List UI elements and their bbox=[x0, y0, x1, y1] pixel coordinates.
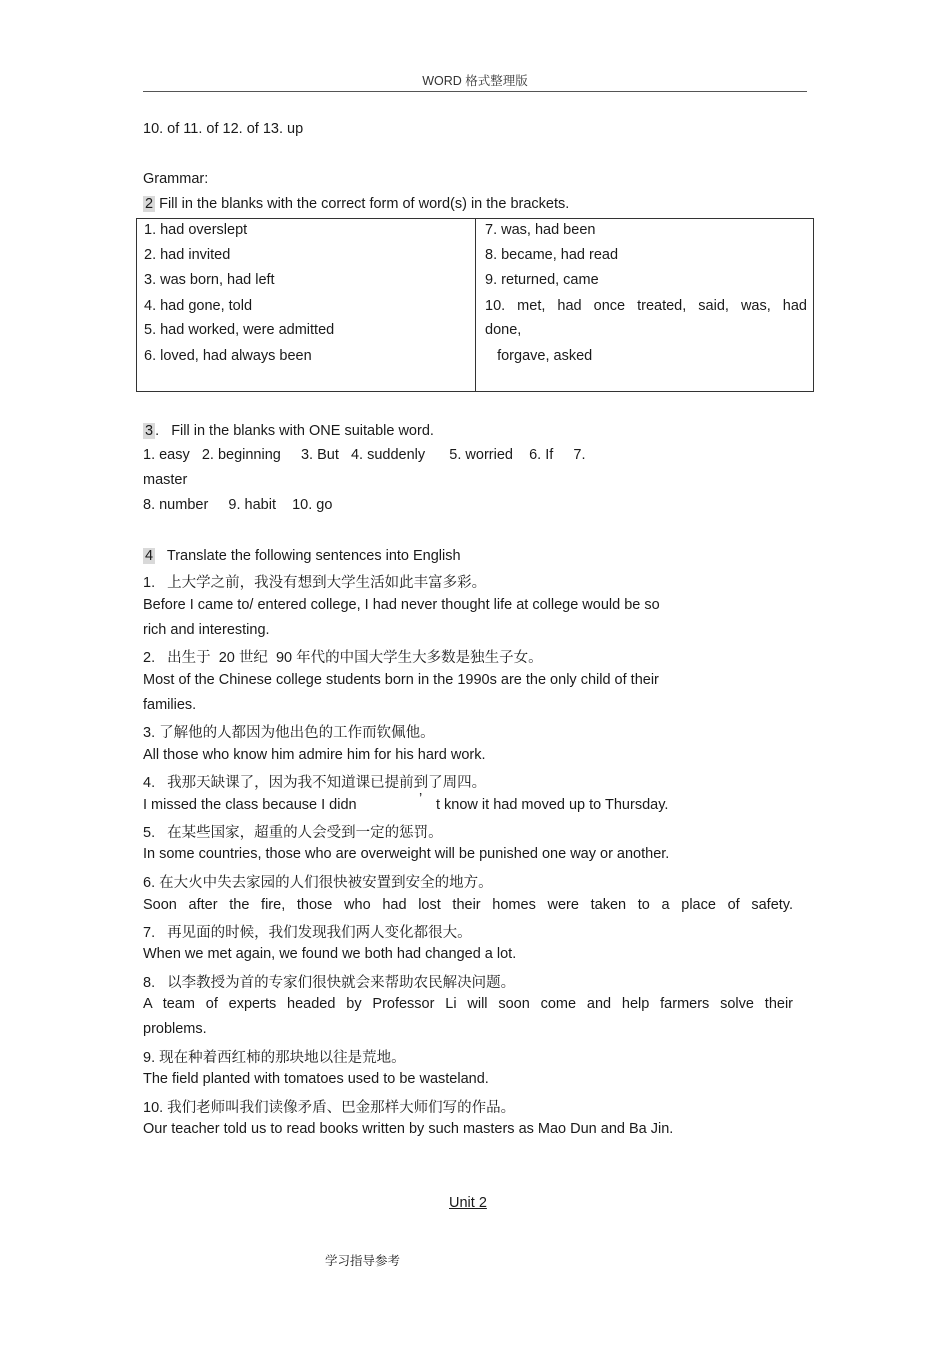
translation-chinese: 5. 在某些国家，超重的人会受到一定的惩罚。 bbox=[143, 825, 443, 841]
translation-english: rich and interesting. bbox=[143, 622, 270, 638]
vocab-answers: 10. of 11. of 12. of 13. up bbox=[143, 121, 304, 137]
translation-english: Our teacher told us to read books written by such masters as Mao Dun and Ba Jin. bbox=[143, 1121, 674, 1137]
translation-english: Most of the Chinese college students born in the 1990s are the only child of their bbox=[143, 672, 659, 688]
answer-item: 10. met, had once treated, said, was, had bbox=[485, 298, 807, 314]
section-4-instruction: Translate the following sentences into English bbox=[155, 548, 461, 564]
section-3-answers-line: master bbox=[143, 472, 188, 488]
answer-item: 6. loved, had always been bbox=[144, 348, 312, 364]
answer-item: 7. was, had been bbox=[485, 222, 596, 238]
translation-english: In some countries, those who are overweight will be punished one way or another. bbox=[143, 846, 670, 862]
translation-chinese: 4. 我那天缺课了，因为我不知道课已提前到了周四。 bbox=[143, 775, 487, 791]
section-2-instruction: Fill in the blanks with the correct form of word(s) in the brackets. bbox=[155, 196, 570, 212]
answer-item: 3. was born, had left bbox=[144, 272, 275, 288]
section-4-heading bbox=[143, 548, 461, 564]
section-2-heading bbox=[143, 196, 569, 212]
section-3-heading bbox=[143, 423, 434, 439]
translation-english: Soon after the fire, those who had lost their homes were taken to a place of safety. bbox=[143, 897, 793, 913]
answer-item: 5. had worked, were admitted bbox=[144, 322, 335, 338]
translation-chinese: 6. 在大火中失去家园的人们很快被安置到安全的地方。 bbox=[143, 875, 493, 891]
translation-english: I missed the class because I didn bbox=[143, 797, 357, 813]
grammar-answer-table bbox=[136, 218, 814, 392]
page-footer: 学习指导参考 bbox=[325, 1254, 401, 1268]
translation-chinese: 8. 以李教授为首的专家们很快就会来帮助农民解决问题。 bbox=[143, 975, 516, 991]
grammar-heading: Grammar: bbox=[143, 171, 209, 187]
section-3-number: 3 bbox=[145, 423, 154, 439]
translation-chinese: 1. 上大学之前，我没有想到大学生活如此丰富多彩。 bbox=[143, 575, 487, 591]
answer-table-right-column bbox=[476, 219, 814, 392]
unit-title: Unit 2 bbox=[449, 1195, 487, 1211]
section-3-answers-line: 8. number 9. habit 10. go bbox=[143, 497, 333, 513]
section-3-instruction: . Fill in the blanks with ONE suitable word. bbox=[155, 423, 434, 439]
header-divider bbox=[143, 91, 807, 92]
translation-chinese: 9. 现在种着西红柿的那块地以往是荒地。 bbox=[143, 1050, 406, 1066]
section-4-number: 4 bbox=[145, 548, 154, 564]
answer-table-left-column bbox=[137, 219, 476, 392]
translation-chinese: 10. 我们老师叫我们读像矛盾、巴金那样大师们写的作品。 bbox=[143, 1100, 516, 1116]
section-3-answers-line: 1. easy 2. beginning 3. But 4. suddenly 5. worried 6. If 7. bbox=[143, 447, 586, 463]
answer-item: 8. became, had read bbox=[485, 247, 619, 263]
page-header: WORD 格式整理版 bbox=[422, 74, 528, 88]
translation-english: All those who know him admire him for his hard work. bbox=[143, 747, 486, 763]
answer-item: done, bbox=[485, 322, 522, 338]
translation-english: When we met again, we found we both had changed a lot. bbox=[143, 946, 517, 962]
translation-english: Before I came to/ entered college, I had never thought life at college would be so bbox=[143, 597, 660, 613]
section-2-number: 2 bbox=[145, 196, 154, 212]
translation-english: t know it had moved up to Thursday. bbox=[436, 797, 669, 813]
answer-item: 4. had gone, told bbox=[144, 298, 253, 314]
answer-item: 1. had overslept bbox=[144, 222, 248, 238]
translation-english: families. bbox=[143, 697, 197, 713]
translation-chinese: 2. 出生于 20 世纪 90 年代的中国大学生大多数是独生子女。 bbox=[143, 650, 543, 666]
answer-item: forgave, asked bbox=[485, 348, 593, 364]
translation-english: problems. bbox=[143, 1021, 207, 1037]
answer-item: 2. had invited bbox=[144, 247, 231, 263]
answer-item: 9. returned, came bbox=[485, 272, 599, 288]
translation-chinese: 7. 再见面的时候，我们发现我们两人变化都很大。 bbox=[143, 925, 472, 941]
translation-chinese: 3. 了解他的人都因为他出色的工作而钦佩他。 bbox=[143, 725, 435, 741]
translation-english: A team of experts headed by Professor Li will soon come and help farmers solve their bbox=[143, 996, 793, 1012]
translation-english: ’ bbox=[419, 791, 423, 807]
translation-english: The field planted with tomatoes used to be wasteland. bbox=[143, 1071, 489, 1087]
